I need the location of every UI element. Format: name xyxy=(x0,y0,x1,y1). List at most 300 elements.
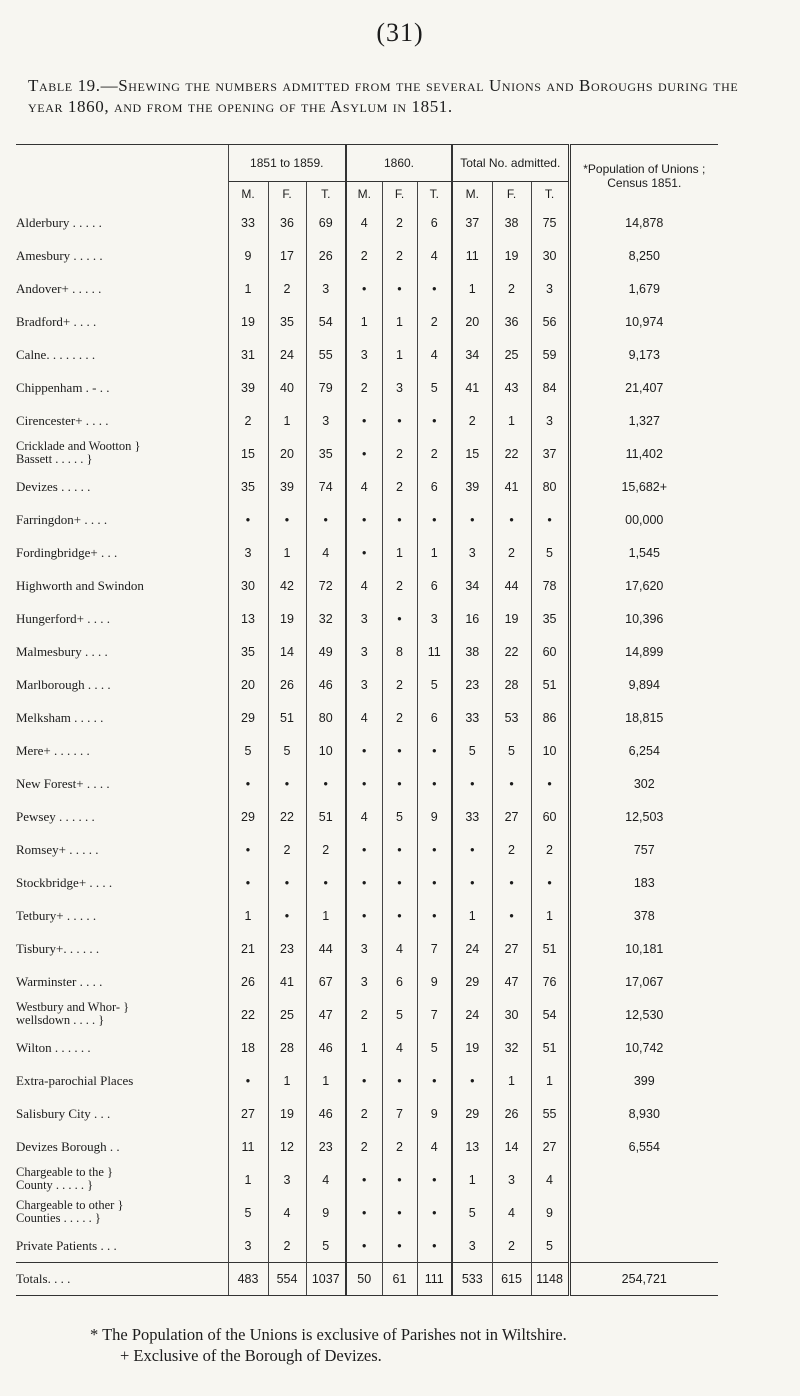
population-value: 1,545 xyxy=(569,536,718,569)
population-value: 183 xyxy=(569,866,718,899)
cell-value: 86 xyxy=(531,701,569,734)
cell-value: • xyxy=(346,734,382,767)
cell-value: • xyxy=(492,503,531,536)
table-row xyxy=(16,536,718,569)
population-value: 17,067 xyxy=(569,965,718,998)
cell-value: 2 xyxy=(382,701,417,734)
cell-value: • xyxy=(346,1064,382,1097)
table-row xyxy=(16,1031,718,1064)
row-name: Salisbury City . . . xyxy=(16,1105,111,1121)
page-number: (31) xyxy=(376,18,424,47)
cell-value: 39 xyxy=(228,371,268,404)
cell-value: 17 xyxy=(268,239,306,272)
sub-header-m: M. xyxy=(346,182,382,207)
table-row xyxy=(16,404,718,437)
cell-value: 3 xyxy=(306,272,346,305)
cell-value: 6 xyxy=(417,206,452,239)
cell-value: • xyxy=(417,404,452,437)
cell-value: 79 xyxy=(306,371,346,404)
table-row xyxy=(16,272,718,305)
cell-value: 25 xyxy=(268,998,306,1031)
population-value: 10,974 xyxy=(569,305,718,338)
cell-value: 76 xyxy=(531,965,569,998)
cell-value: 46 xyxy=(306,1097,346,1130)
cell-value: 3 xyxy=(417,602,452,635)
cell-value: 2 xyxy=(382,1130,417,1163)
footnote-population: * The Population of the Unions is exclusive of Parishes not in Wiltshire. xyxy=(90,1325,567,1344)
population-value: 14,899 xyxy=(569,635,718,668)
cell-value: 2 xyxy=(346,1097,382,1130)
row-name-line-1: Cricklade and Wootton } xyxy=(16,439,141,453)
cell-value: 3 xyxy=(306,404,346,437)
cell-value: 28 xyxy=(492,668,531,701)
cell-value: 33 xyxy=(452,800,492,833)
sub-header-m: M. xyxy=(228,182,268,207)
cell-value: 3 xyxy=(346,338,382,371)
cell-value: 26 xyxy=(306,239,346,272)
population-value xyxy=(569,1196,718,1229)
cell-value: 32 xyxy=(306,602,346,635)
cell-value: 23 xyxy=(452,668,492,701)
cell-value: • xyxy=(382,734,417,767)
cell-value: 4 xyxy=(531,1163,569,1196)
cell-value: 9 xyxy=(417,1097,452,1130)
cell-value: 4 xyxy=(306,1163,346,1196)
cell-value: 30 xyxy=(531,239,569,272)
cell-value: 18 xyxy=(228,1031,268,1064)
row-name: Chippenham . - . . xyxy=(16,379,110,395)
population-value: 11,402 xyxy=(569,437,718,470)
cell-value: 2 xyxy=(492,1229,531,1263)
cell-value: 6 xyxy=(417,701,452,734)
cell-value: 37 xyxy=(531,437,569,470)
cell-value: 5 xyxy=(228,734,268,767)
cell-value: • xyxy=(492,767,531,800)
cell-value: • xyxy=(346,767,382,800)
totals-row xyxy=(16,1263,718,1296)
cell-value: 25 xyxy=(492,338,531,371)
cell-value: 9 xyxy=(417,965,452,998)
cell-value: • xyxy=(492,899,531,932)
cell-value: 7 xyxy=(382,1097,417,1130)
cell-value: 47 xyxy=(306,998,346,1031)
table-row xyxy=(16,635,718,668)
cell-value: • xyxy=(452,767,492,800)
cell-value: 34 xyxy=(452,569,492,602)
cell-value: 4 xyxy=(306,536,346,569)
table-row xyxy=(16,371,718,404)
cell-value: • xyxy=(531,767,569,800)
table-row xyxy=(16,437,718,470)
cell-value: • xyxy=(228,1064,268,1097)
row-name-line-1: Chargeable to the } xyxy=(16,1165,114,1179)
cell-value: 47 xyxy=(492,965,531,998)
admissions-table-wrap xyxy=(16,144,718,1296)
cell-value: 13 xyxy=(228,602,268,635)
cell-value: 14 xyxy=(492,1130,531,1163)
row-name: Bradford+ . . . . xyxy=(16,313,97,329)
cell-value: 2 xyxy=(268,272,306,305)
cell-value: 37 xyxy=(452,206,492,239)
cell-value: 2 xyxy=(346,998,382,1031)
cell-value: 43 xyxy=(492,371,531,404)
cell-value: 84 xyxy=(531,371,569,404)
row-name: Warminster . . . . xyxy=(16,973,103,989)
row-name: New Forest+ . . . . xyxy=(16,775,110,791)
cell-value: 11 xyxy=(228,1130,268,1163)
cell-value: 69 xyxy=(306,206,346,239)
cell-value: 4 xyxy=(268,1196,306,1229)
row-name-line-2: wellsdown . . . . } xyxy=(16,1013,105,1027)
cell-value: 80 xyxy=(306,701,346,734)
row-name-line-2: County . . . . . } xyxy=(16,1178,94,1192)
cell-value: • xyxy=(417,767,452,800)
cell-value: 23 xyxy=(268,932,306,965)
cell-value: 4 xyxy=(382,1031,417,1064)
population-value: 12,503 xyxy=(569,800,718,833)
cell-value: • xyxy=(268,503,306,536)
cell-value: 55 xyxy=(531,1097,569,1130)
cell-value: 9 xyxy=(531,1196,569,1229)
cell-value: 2 xyxy=(268,1229,306,1263)
cell-value: • xyxy=(306,866,346,899)
cell-value: 1 xyxy=(417,536,452,569)
cell-value: • xyxy=(268,899,306,932)
table-row xyxy=(16,569,718,602)
row-name: Tetbury+ . . . . . xyxy=(16,907,97,923)
header-population: *Population of Unions ; Census 1851. xyxy=(569,145,718,207)
cell-value: 5 xyxy=(452,1196,492,1229)
cell-value: • xyxy=(452,866,492,899)
cell-value: 2 xyxy=(346,1130,382,1163)
header-1851-1859: 1851 to 1859. xyxy=(228,145,346,182)
cell-value: 1 xyxy=(382,338,417,371)
cell-value: 72 xyxy=(306,569,346,602)
cell-value: 38 xyxy=(452,635,492,668)
cell-value: 4 xyxy=(346,206,382,239)
cell-value: 1 xyxy=(268,404,306,437)
cell-value: 27 xyxy=(228,1097,268,1130)
cell-value: 35 xyxy=(228,470,268,503)
total-population: 254,721 xyxy=(569,1263,718,1296)
row-name: Extra-parochial Places xyxy=(16,1072,134,1088)
cell-value: 39 xyxy=(452,470,492,503)
cell-value: 554 xyxy=(268,1263,306,1296)
cell-value: 1 xyxy=(452,272,492,305)
cell-value: 2 xyxy=(382,206,417,239)
cell-value: 2 xyxy=(382,437,417,470)
cell-value: 3 xyxy=(452,1229,492,1263)
row-name: Alderbury . . . . . xyxy=(16,214,102,230)
cell-value: • xyxy=(531,866,569,899)
header-1860: 1860. xyxy=(346,145,452,182)
cell-value: 1 xyxy=(382,536,417,569)
cell-value: 4 xyxy=(417,239,452,272)
cell-value: 35 xyxy=(306,437,346,470)
cell-value: • xyxy=(382,899,417,932)
row-name xyxy=(16,437,228,470)
cell-value: 8 xyxy=(382,635,417,668)
cell-value: • xyxy=(306,503,346,536)
cell-value: 2 xyxy=(382,668,417,701)
row-name: Romsey+ . . . . . xyxy=(16,841,99,857)
cell-value: 28 xyxy=(268,1031,306,1064)
cell-value: 6 xyxy=(382,965,417,998)
cell-value: 4 xyxy=(417,338,452,371)
cell-value: 5 xyxy=(417,371,452,404)
cell-value: 36 xyxy=(492,305,531,338)
cell-value: • xyxy=(228,767,268,800)
row-name-line-1: Westbury and Whor- } xyxy=(16,1000,130,1014)
cell-value: 2 xyxy=(268,833,306,866)
cell-value: 11 xyxy=(417,635,452,668)
cell-value: 5 xyxy=(452,734,492,767)
cell-value: • xyxy=(417,1229,452,1263)
table-row xyxy=(16,701,718,734)
table-row xyxy=(16,602,718,635)
row-name-two-line xyxy=(16,440,141,466)
cell-value: 40 xyxy=(268,371,306,404)
cell-value: 2 xyxy=(492,272,531,305)
row-name-two-line xyxy=(16,1001,129,1027)
population-value: 18,815 xyxy=(569,701,718,734)
cell-value: 2 xyxy=(417,437,452,470)
cell-value: 9 xyxy=(228,239,268,272)
cell-value: 24 xyxy=(452,998,492,1031)
cell-value: 46 xyxy=(306,668,346,701)
cell-value: • xyxy=(382,503,417,536)
row-name xyxy=(16,1163,228,1196)
cell-value: 2 xyxy=(492,536,531,569)
population-value: 378 xyxy=(569,899,718,932)
cell-value: 1 xyxy=(346,305,382,338)
population-value xyxy=(569,1163,718,1196)
sub-header-m: M. xyxy=(452,182,492,207)
table-row xyxy=(16,833,718,866)
cell-value: 33 xyxy=(452,701,492,734)
cell-value: • xyxy=(382,1196,417,1229)
cell-value: 3 xyxy=(531,272,569,305)
cell-value: 13 xyxy=(452,1130,492,1163)
cell-value: 5 xyxy=(492,734,531,767)
cell-value: 5 xyxy=(306,1229,346,1263)
cell-value: 22 xyxy=(492,437,531,470)
table-row xyxy=(16,965,718,998)
cell-value: 30 xyxy=(492,998,531,1031)
cell-value: • xyxy=(346,1196,382,1229)
cell-value: 49 xyxy=(306,635,346,668)
cell-value: 60 xyxy=(531,635,569,668)
population-value: 00,000 xyxy=(569,503,718,536)
table-row xyxy=(16,734,718,767)
cell-value: 74 xyxy=(306,470,346,503)
cell-value: 1 xyxy=(228,1163,268,1196)
cell-value: 2 xyxy=(382,569,417,602)
row-name-line-2: Bassett . . . . . } xyxy=(16,452,93,466)
cell-value: 4 xyxy=(346,470,382,503)
cell-value: 6 xyxy=(417,569,452,602)
cell-value: • xyxy=(346,1163,382,1196)
row-name: Stockbridge+ . . . . xyxy=(16,874,113,890)
cell-value: 5 xyxy=(531,536,569,569)
cell-value: 3 xyxy=(382,371,417,404)
cell-value: 19 xyxy=(452,1031,492,1064)
cell-value: • xyxy=(382,1163,417,1196)
row-name: Highworth and Swindon xyxy=(16,577,144,593)
cell-value: 29 xyxy=(228,800,268,833)
cell-value: 3 xyxy=(452,536,492,569)
row-name: Fordingbridge+ . . . xyxy=(16,544,118,560)
cell-value: 15 xyxy=(452,437,492,470)
cell-value: 3 xyxy=(346,602,382,635)
cell-value: 51 xyxy=(268,701,306,734)
cell-value: • xyxy=(346,536,382,569)
cell-value: 5 xyxy=(382,998,417,1031)
cell-value: 1 xyxy=(306,899,346,932)
cell-value: 27 xyxy=(531,1130,569,1163)
table-row xyxy=(16,1130,718,1163)
cell-value: 3 xyxy=(531,404,569,437)
population-value: 21,407 xyxy=(569,371,718,404)
row-name: Andover+ . . . . . xyxy=(16,280,102,296)
header-total-admitted: Total No. admitted. xyxy=(452,145,569,182)
cell-value: 29 xyxy=(452,965,492,998)
cell-value: • xyxy=(228,833,268,866)
cell-value: • xyxy=(382,833,417,866)
row-name: Wilton . . . . . . xyxy=(16,1039,91,1055)
population-value: 14,878 xyxy=(569,206,718,239)
cell-value: • xyxy=(346,503,382,536)
cell-value: 27 xyxy=(492,932,531,965)
cell-value: 2 xyxy=(228,404,268,437)
cell-value: 7 xyxy=(417,932,452,965)
cell-value: 22 xyxy=(228,998,268,1031)
population-value: 10,742 xyxy=(569,1031,718,1064)
sub-header-f: F. xyxy=(492,182,531,207)
cell-value: 19 xyxy=(268,602,306,635)
cell-value: 483 xyxy=(228,1263,268,1296)
population-value: 8,930 xyxy=(569,1097,718,1130)
row-name-two-line xyxy=(16,1199,123,1225)
cell-value: 5 xyxy=(417,1031,452,1064)
cell-value: • xyxy=(452,503,492,536)
cell-value: 19 xyxy=(268,1097,306,1130)
cell-value: 41 xyxy=(268,965,306,998)
cell-value: 22 xyxy=(492,635,531,668)
table-row xyxy=(16,767,718,800)
cell-value: 16 xyxy=(452,602,492,635)
cell-value: 1 xyxy=(531,1064,569,1097)
row-name-line-2: Counties . . . . . } xyxy=(16,1211,101,1225)
cell-value: 33 xyxy=(228,206,268,239)
cell-value: 61 xyxy=(382,1263,417,1296)
cell-value: 26 xyxy=(228,965,268,998)
cell-value: • xyxy=(228,866,268,899)
cell-value: 6 xyxy=(417,470,452,503)
cell-value: 3 xyxy=(346,668,382,701)
cell-value: 22 xyxy=(268,800,306,833)
cell-value: 44 xyxy=(306,932,346,965)
row-name: Devizes . . . . . xyxy=(16,478,91,494)
cell-value: 15 xyxy=(228,437,268,470)
population-value xyxy=(569,1229,718,1263)
cell-value: • xyxy=(382,602,417,635)
cell-value: 14 xyxy=(268,635,306,668)
table-row xyxy=(16,1097,718,1130)
row-name: Calne. . . . . . . . xyxy=(16,346,96,362)
cell-value: 35 xyxy=(228,635,268,668)
cell-value: 54 xyxy=(306,305,346,338)
cell-value: 51 xyxy=(531,668,569,701)
cell-value: • xyxy=(417,734,452,767)
cell-value: 51 xyxy=(531,932,569,965)
cell-value: 35 xyxy=(268,305,306,338)
cell-value: • xyxy=(346,833,382,866)
row-name: Tisbury+. . . . . . xyxy=(16,940,100,956)
cell-value: 11 xyxy=(452,239,492,272)
cell-value: 35 xyxy=(531,602,569,635)
cell-value: 3 xyxy=(346,635,382,668)
cell-value: 2 xyxy=(382,239,417,272)
cell-value: 30 xyxy=(228,569,268,602)
cell-value: • xyxy=(382,272,417,305)
population-value: 10,181 xyxy=(569,932,718,965)
cell-value: 1 xyxy=(531,899,569,932)
row-name: Cirencester+ . . . . xyxy=(16,412,109,428)
cell-value: • xyxy=(346,899,382,932)
cell-value: 41 xyxy=(452,371,492,404)
cell-value: • xyxy=(417,1196,452,1229)
cell-value: 3 xyxy=(492,1163,531,1196)
table-row xyxy=(16,503,718,536)
table-row xyxy=(16,470,718,503)
cell-value: 1 xyxy=(228,272,268,305)
cell-value: 51 xyxy=(531,1031,569,1064)
row-name: Private Patients . . . xyxy=(16,1237,117,1253)
name-header xyxy=(16,145,228,207)
cell-value: • xyxy=(417,503,452,536)
cell-value: 1 xyxy=(382,305,417,338)
cell-value: 20 xyxy=(268,437,306,470)
cell-value: 5 xyxy=(382,800,417,833)
cell-value: • xyxy=(382,767,417,800)
sub-header-t: T. xyxy=(531,182,569,207)
cell-value: • xyxy=(346,404,382,437)
row-name-line-1: Chargeable to other } xyxy=(16,1198,124,1212)
cell-value: 75 xyxy=(531,206,569,239)
cell-value: 1 xyxy=(492,1064,531,1097)
table-row xyxy=(16,206,718,239)
population-value: 9,173 xyxy=(569,338,718,371)
cell-value: 4 xyxy=(417,1130,452,1163)
cell-value: 19 xyxy=(228,305,268,338)
cell-value: 20 xyxy=(228,668,268,701)
row-name: Farringdon+ . . . . xyxy=(16,511,108,527)
cell-value: 55 xyxy=(306,338,346,371)
cell-value: 3 xyxy=(228,536,268,569)
cell-value: 36 xyxy=(268,206,306,239)
cell-value: • xyxy=(531,503,569,536)
cell-value: 67 xyxy=(306,965,346,998)
row-name: Malmesbury . . . . xyxy=(16,643,108,659)
cell-value: 2 xyxy=(531,833,569,866)
cell-value: 44 xyxy=(492,569,531,602)
table-body xyxy=(16,206,718,1296)
cell-value: 32 xyxy=(492,1031,531,1064)
row-name: Mere+ . . . . . . xyxy=(16,742,90,758)
cell-value: 42 xyxy=(268,569,306,602)
cell-value: • xyxy=(417,833,452,866)
